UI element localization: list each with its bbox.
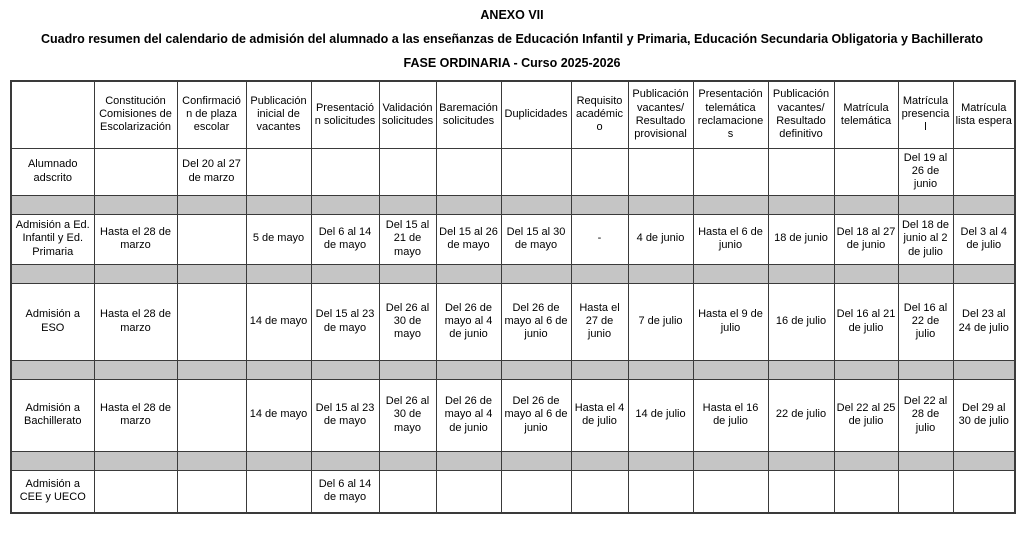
document-subtitle: Cuadro resumen del calendario de admisión del alumnado a las enseñanzas de Educación Infantil y Primaria, Educación Secundaria Obligatoria y Bachillerato — [41, 32, 983, 46]
calendar-cell — [628, 148, 693, 195]
calendar-cell: Hasta el 28 de marzo — [94, 214, 177, 264]
separator-cell — [246, 264, 311, 283]
calendar-cell: Del 15 al 23 de mayo — [311, 283, 379, 360]
row-label: Admisión a CEE y UECO — [11, 470, 94, 513]
calendar-cell — [379, 470, 436, 513]
separator-cell — [628, 360, 693, 379]
separator-cell — [898, 360, 953, 379]
calendar-cell: Del 26 de mayo al 6 de junio — [501, 283, 571, 360]
separator-cell — [834, 451, 898, 470]
calendar-cell: 7 de julio — [628, 283, 693, 360]
calendar-cell: 4 de junio — [628, 214, 693, 264]
calendar-cell: Hasta el 28 de marzo — [94, 379, 177, 451]
separator-cell — [246, 195, 311, 214]
calendar-cell: Del 26 al 30 de mayo — [379, 283, 436, 360]
separator-cell — [379, 264, 436, 283]
calendar-cell: Del 29 al 30 de julio — [953, 379, 1015, 451]
table-header-row — [11, 81, 1015, 148]
separator-cell — [628, 451, 693, 470]
table-row-infantil-primaria — [11, 214, 1015, 264]
separator-cell — [501, 451, 571, 470]
calendar-cell — [94, 148, 177, 195]
document-header — [0, 0, 1024, 70]
calendar-cell: Hasta el 6 de junio — [693, 214, 768, 264]
calendar-cell: Hasta el 27 de junio — [571, 283, 628, 360]
separator-cell — [693, 360, 768, 379]
separator-cell — [501, 195, 571, 214]
separator-row — [11, 451, 1015, 470]
separator-cell — [11, 195, 94, 214]
column-header-validacion: Validación solicitudes — [379, 81, 436, 148]
calendar-cell — [834, 148, 898, 195]
separator-cell — [953, 451, 1015, 470]
separator-cell — [177, 264, 246, 283]
row-label: Alumnado adscrito — [11, 148, 94, 195]
calendar-cell — [436, 470, 501, 513]
calendar-cell: Del 19 al 26 de junio — [898, 148, 953, 195]
column-header-resultado-definitivo: Publicación vacantes/ Resultado definitivo — [768, 81, 834, 148]
calendar-cell: 14 de mayo — [246, 283, 311, 360]
separator-cell — [379, 451, 436, 470]
column-header-publicacion-inicial: Publicación inicial de vacantes — [246, 81, 311, 148]
separator-cell — [311, 264, 379, 283]
calendar-cell: Hasta el 9 de julio — [693, 283, 768, 360]
separator-cell — [501, 264, 571, 283]
calendar-cell: Del 22 al 28 de julio — [898, 379, 953, 451]
separator-cell — [953, 360, 1015, 379]
calendar-cell — [501, 148, 571, 195]
calendar-cell — [693, 148, 768, 195]
separator-cell — [571, 195, 628, 214]
calendar-cell: 18 de junio — [768, 214, 834, 264]
calendar-cell — [177, 283, 246, 360]
calendar-cell: Del 6 al 14 de mayo — [311, 470, 379, 513]
separator-cell — [177, 360, 246, 379]
separator-cell — [94, 195, 177, 214]
calendar-cell — [311, 148, 379, 195]
column-header-constitucion: Constitución Comisiones de Escolarización — [94, 81, 177, 148]
calendar-cell — [94, 470, 177, 513]
row-label: Admisión a Bachillerato — [11, 379, 94, 451]
separator-cell — [246, 360, 311, 379]
row-label: Admisión a ESO — [11, 283, 94, 360]
separator-cell — [834, 195, 898, 214]
calendar-cell — [628, 470, 693, 513]
separator-cell — [628, 195, 693, 214]
calendar-cell: Del 18 de junio al 2 de julio — [898, 214, 953, 264]
row-label: Admisión a Ed. Infantil y Ed. Primaria — [11, 214, 94, 264]
separator-cell — [436, 264, 501, 283]
column-header-matricula-presencial: Matrícula presencial — [898, 81, 953, 148]
separator-cell — [898, 195, 953, 214]
calendar-cell: Del 23 al 24 de julio — [953, 283, 1015, 360]
column-header-duplicidades: Duplicidades — [501, 81, 571, 148]
calendar-cell — [834, 470, 898, 513]
calendar-cell: Del 3 al 4 de julio — [953, 214, 1015, 264]
calendar-cell — [436, 148, 501, 195]
calendar-cell: Del 15 al 30 de mayo — [501, 214, 571, 264]
table-row-bachillerato — [11, 379, 1015, 451]
calendar-cell — [693, 470, 768, 513]
calendar-cell: Del 15 al 21 de mayo — [379, 214, 436, 264]
separator-cell — [768, 451, 834, 470]
separator-cell — [246, 451, 311, 470]
column-header-resultado-provisional: Publicación vacantes/ Resultado provisional — [628, 81, 693, 148]
separator-cell — [953, 195, 1015, 214]
separator-cell — [11, 360, 94, 379]
calendar-cell: Del 15 al 23 de mayo — [311, 379, 379, 451]
column-header-reclamaciones: Presentación telemática reclamaciones — [693, 81, 768, 148]
calendar-cell: Hasta el 4 de julio — [571, 379, 628, 451]
separator-cell — [628, 264, 693, 283]
calendar-cell: - — [571, 214, 628, 264]
separator-cell — [11, 264, 94, 283]
phase-title: FASE ORDINARIA - Curso 2025-2026 — [403, 56, 621, 70]
calendar-cell: Del 15 al 26 de mayo — [436, 214, 501, 264]
calendar-cell — [898, 470, 953, 513]
calendar-cell — [246, 148, 311, 195]
separator-cell — [177, 195, 246, 214]
calendar-cell: 5 de mayo — [246, 214, 311, 264]
separator-cell — [501, 360, 571, 379]
separator-cell — [311, 195, 379, 214]
admission-calendar-table — [10, 80, 1016, 514]
separator-cell — [379, 360, 436, 379]
annex-title: ANEXO VII — [480, 8, 544, 22]
calendar-cell — [177, 214, 246, 264]
calendar-cell: 14 de mayo — [246, 379, 311, 451]
separator-cell — [834, 264, 898, 283]
separator-cell — [94, 264, 177, 283]
calendar-cell: Del 26 de mayo al 4 de junio — [436, 283, 501, 360]
column-header-rowlabels — [11, 81, 94, 148]
calendar-cell — [177, 470, 246, 513]
calendar-cell: Del 26 de mayo al 4 de junio — [436, 379, 501, 451]
separator-cell — [693, 195, 768, 214]
separator-cell — [94, 451, 177, 470]
calendar-cell: Del 26 de mayo al 6 de junio — [501, 379, 571, 451]
calendar-cell: Del 6 al 14 de mayo — [311, 214, 379, 264]
separator-cell — [571, 360, 628, 379]
calendar-cell — [501, 470, 571, 513]
calendar-cell: Del 20 al 27 de marzo — [177, 148, 246, 195]
separator-cell — [898, 264, 953, 283]
separator-row — [11, 264, 1015, 283]
calendar-cell: Del 16 al 21 de julio — [834, 283, 898, 360]
calendar-cell: Del 18 al 27 de junio — [834, 214, 898, 264]
separator-cell — [834, 360, 898, 379]
separator-row — [11, 360, 1015, 379]
column-header-matricula-lista-espera: Matrícula lista espera — [953, 81, 1015, 148]
separator-cell — [379, 195, 436, 214]
separator-cell — [311, 360, 379, 379]
separator-cell — [436, 360, 501, 379]
separator-cell — [693, 264, 768, 283]
separator-cell — [953, 264, 1015, 283]
calendar-cell: Del 16 al 22 de julio — [898, 283, 953, 360]
column-header-requisito: Requisito académico — [571, 81, 628, 148]
column-header-baremacion: Baremación solicitudes — [436, 81, 501, 148]
column-header-confirmacion: Confirmación de plaza escolar — [177, 81, 246, 148]
calendar-cell — [953, 470, 1015, 513]
calendar-cell — [768, 148, 834, 195]
separator-cell — [693, 451, 768, 470]
separator-cell — [571, 451, 628, 470]
calendar-cell: Hasta el 28 de marzo — [94, 283, 177, 360]
calendar-cell — [768, 470, 834, 513]
separator-cell — [11, 451, 94, 470]
calendar-cell — [571, 470, 628, 513]
separator-cell — [768, 264, 834, 283]
separator-cell — [898, 451, 953, 470]
table-row-eso — [11, 283, 1015, 360]
calendar-cell: 14 de julio — [628, 379, 693, 451]
table-row-cee-ueco — [11, 470, 1015, 513]
column-header-matricula-telematica: Matrícula telemática — [834, 81, 898, 148]
calendar-cell — [177, 379, 246, 451]
separator-cell — [768, 195, 834, 214]
separator-cell — [436, 195, 501, 214]
column-header-presentacion-solicitudes: Presentación solicitudes — [311, 81, 379, 148]
calendar-cell — [571, 148, 628, 195]
calendar-cell — [379, 148, 436, 195]
calendar-cell: 16 de julio — [768, 283, 834, 360]
calendar-cell — [246, 470, 311, 513]
calendar-cell: Hasta el 16 de julio — [693, 379, 768, 451]
table-row-alumnado-adscrito — [11, 148, 1015, 195]
calendar-cell: 22 de julio — [768, 379, 834, 451]
calendar-cell: Del 22 al 25 de julio — [834, 379, 898, 451]
calendar-cell: Del 26 al 30 de mayo — [379, 379, 436, 451]
separator-cell — [94, 360, 177, 379]
calendar-cell — [953, 148, 1015, 195]
separator-cell — [768, 360, 834, 379]
separator-row — [11, 195, 1015, 214]
separator-cell — [436, 451, 501, 470]
separator-cell — [311, 451, 379, 470]
separator-cell — [177, 451, 246, 470]
separator-cell — [571, 264, 628, 283]
